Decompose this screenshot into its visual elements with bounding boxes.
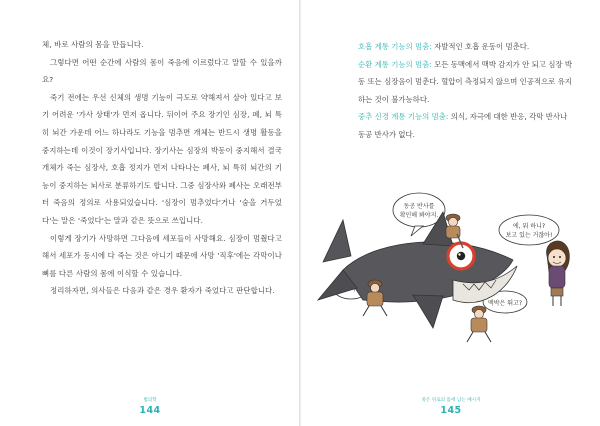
page-number: 145 — [440, 405, 462, 416]
bubble-text: 동공 반사를 — [403, 203, 435, 210]
page-number-right — [396, 397, 506, 416]
right-page — [301, 0, 600, 426]
definition-desc: 자발적인 호흡 운동이 멈춘다. — [431, 42, 530, 51]
bubble-text: 보고 있는 거잖아! — [505, 232, 553, 239]
speech-bubble-right — [499, 215, 559, 245]
bubble-text: 확인해 봐야지. — [399, 212, 439, 219]
definition-item — [358, 56, 576, 109]
shark-illustration — [303, 160, 599, 360]
definition-list — [358, 38, 576, 144]
definition-desc: 의식, 자극에 대한 반응, 각막 반사나 동공 반사가 없다. — [358, 112, 568, 139]
paragraph: 그렇다면 어떤 순간에 사람의 몸이 죽음에 이르렀다고 말할 수 있을까요? — [42, 57, 282, 85]
running-footer-label: 죽은 뒤로의 몸에 남는 메시지 — [421, 398, 481, 403]
paragraph: 이렇게 장기가 사망하면 그다음에 세포들이 사망해요. 심장이 멈췄다고 해서 세포가 동시에 다 죽는 것은 아니기 때문에 사망 '직후'에는 각막이나 뼈를 다른 사람의 몸에 이식할 수 있습니다. — [42, 233, 282, 278]
page-number-left — [130, 397, 170, 416]
definition-item — [358, 108, 576, 143]
bubble-text: 맥박은 뛰고? — [487, 300, 523, 307]
paragraph: 죽기 전에는 우선 신체의 생명 기능이 극도로 약해져서 살아 있다고 보기 어려운 '가사 상태'가 먼저 옵니다. 뒤이어 주요 장기인 심장, 폐, 뇌 특히 뇌간 가운데 어느 하나라도 기능을 멈추면 개체는 반드시 생명 활동을 중지하는데 이것이 장기사입니다. 장기사는 심장의 박동이 중지해서 결국 개체가 죽는 심장사, 호흡 정지가 먼저 나타나는 폐사, 뇌 특히 뇌간의 기능이 중지하는 뇌사로 분류하기도 합니다. 그중 심장사와 폐사는 오래전부터 죽음의 정의로 사용되었습니다. '심장이 멈추었다'거나 '숨을 거두었다'는 말은 '죽었다'는 말과 같은 뜻으로 쓰입니다. — [42, 92, 282, 225]
definition-item — [358, 38, 576, 56]
definition-desc: 모든 동맥에서 맥박 감지가 안 되고 심장 박동 또는 심장음이 멈춘다. 혈압이 측정되지 않으며 인공적으로 유지하는 것이 불가능하다. — [358, 59, 572, 104]
detective-bottom — [467, 306, 491, 342]
paragraph: 체, 바로 사람의 몸을 만듭니다. — [42, 40, 144, 49]
definition-term: 호흡 계통 기능의 멈춤: — [358, 42, 432, 51]
running-footer-label: 법의학 — [143, 398, 157, 403]
paragraph: 정리하자면, 의사들은 다음과 같은 경우 환자가 죽었다고 판단합니다. — [50, 286, 275, 296]
page-number: 144 — [139, 405, 161, 416]
girl-character — [547, 241, 570, 306]
bubble-text: 에, 뭐 하니? — [512, 223, 546, 230]
definition-term: 순환 계통 기능의 멈춤: — [358, 59, 432, 69]
left-body-text — [42, 36, 282, 300]
left-page — [0, 0, 299, 426]
definition-term: 중추 신경 계통 기능의 멈춤: — [358, 112, 449, 122]
